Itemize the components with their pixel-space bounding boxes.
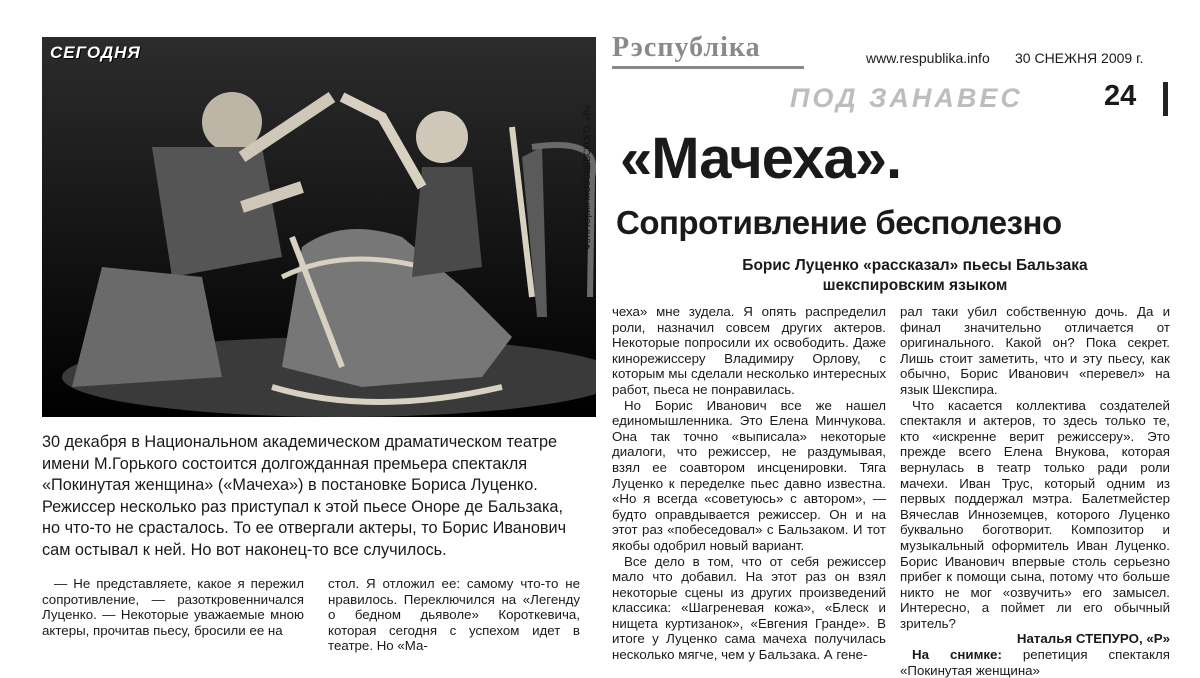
paragraph: Что касается коллектива создателей спектакля и актеров, то здесь только те, кто «искренне верит режиссеру». Это прежде всего Елена Внукова, которая вернулась в театр только ради роли мачехи. Иван Трус, который одним из первых поддержал мэтра. Балетмейстер Вячеслав Инноземцев, которого Луценко буквально боготворит. Композитор и музыкальный оформитель Иван Луценко. Борис Иванович впервые столь серьезно прибег к помощи сына, потому что больше никто не мог «озвучить» его замысел. Интересно, а поймет ли его обычный зритель? — [900, 397, 1170, 631]
article-title: «Мачеха». — [620, 126, 902, 191]
photo-illustration — [42, 37, 596, 417]
brand-underline — [612, 66, 804, 69]
photo-label: СЕГОДНЯ — [50, 43, 141, 62]
rubric: ПОД ЗАНАВЕС — [790, 83, 1023, 113]
page-bar — [1163, 82, 1168, 116]
article-deck: Борис Луценко «рассказал» пьесы Бальзака шекспировским языком — [742, 257, 1088, 294]
rehearsal-photo — [42, 37, 596, 417]
photo-credit: Фото Юрия МОЗОЛЕВСКОГО, «Р» — [582, 105, 592, 250]
column-2 — [328, 576, 580, 654]
caption-label: На снимке: — [912, 647, 1002, 663]
article-lead: 30 декабря в Национальном академическом драматическом театре имени М.Горького состоится долгожданная премьера спектакля «Покинутая женщина» («Мачеха») в постановке Бориса Луценко. Режиссер несколько раз приступал к этой пьесе Оноре де Бальзака, но что-то не срасталось. То ее отвергали актеры, то Борис Иванович сам остывал к ней. Но вот наконец-то все случилось. — [42, 433, 567, 559]
issue-date: 30 СНЕЖНЯ 2009 г. — [1015, 50, 1144, 66]
byline: Наталья СТЕПУРО, «Р» — [1016, 631, 1170, 647]
paragraph: Но Борис Иванович все же нашел единомышленника. Это Елена Минчукова. Она так точно «выписала» некоторые диалоги, что режиссер, не раздумывая, взял ее соавтором инсценировки. Тяга Луценко к переделке пьес давно известна. «Но я всегда «советуюсь» с автором», — будто оправдывается режиссер. Он и на этот раз «побеседовал» с Бальзаком. И тот якобы одобрил новый вариант. — [612, 397, 886, 553]
page-number: 24 — [1104, 80, 1137, 112]
paragraph: чеха» мне зудела. Я опять распределил роли, назначил совсем других актеров. Некоторые попросили их освободить. Даже кинорежиссеру Владимиру Орлову, с которым мы сделали несколько интересных работ, пьеса не понравилась. — [612, 304, 886, 397]
paragraph: — Не представляете, какое я пережил сопротивление, — разоткровенничался Луценко. — Некоторые уважаемые мною актеры, прочитав пьесу, бросили ее на — [42, 576, 304, 638]
caption-text: репетиция спектакля «Покинутая женщина» — [900, 647, 1170, 678]
newspaper-brand: Рэспублiка — [612, 32, 761, 63]
photo-caption — [900, 647, 1170, 678]
website: www.respublika.info — [866, 50, 990, 66]
column-3 — [612, 304, 886, 663]
column-4 — [900, 304, 1170, 678]
column-1 — [42, 576, 304, 638]
paragraph: рал таки убил собственную дочь. Да и финал значительно отличается от оригинального. Какой он? Пока секрет. Лишь стоит заметить, что и эту пьесу, как обычно, Борис Иванович «перевел» на язык Шекспира. — [900, 304, 1170, 397]
paragraph: Все дело в том, что от себя режиссер мало что добавил. На этот раз он взял некоторые сцены из других произведений классика: «Шагреневая кожа», «Блеск и нищета куртизанок», «Евгения Гранде». В итоге у Луценко сама мачеха получилась несколько мягче, чем у Бальзака. А гене- — [612, 553, 886, 663]
paragraph: стол. Я отложил ее: самому что-то не нравилось. Переключился на «Легенду о бедном дьяволе» Короткевича, которая сегодня с успехом идет в театре. Но «Ма- — [328, 576, 580, 654]
article-subtitle: Сопротивление бесполезно — [616, 204, 1062, 241]
